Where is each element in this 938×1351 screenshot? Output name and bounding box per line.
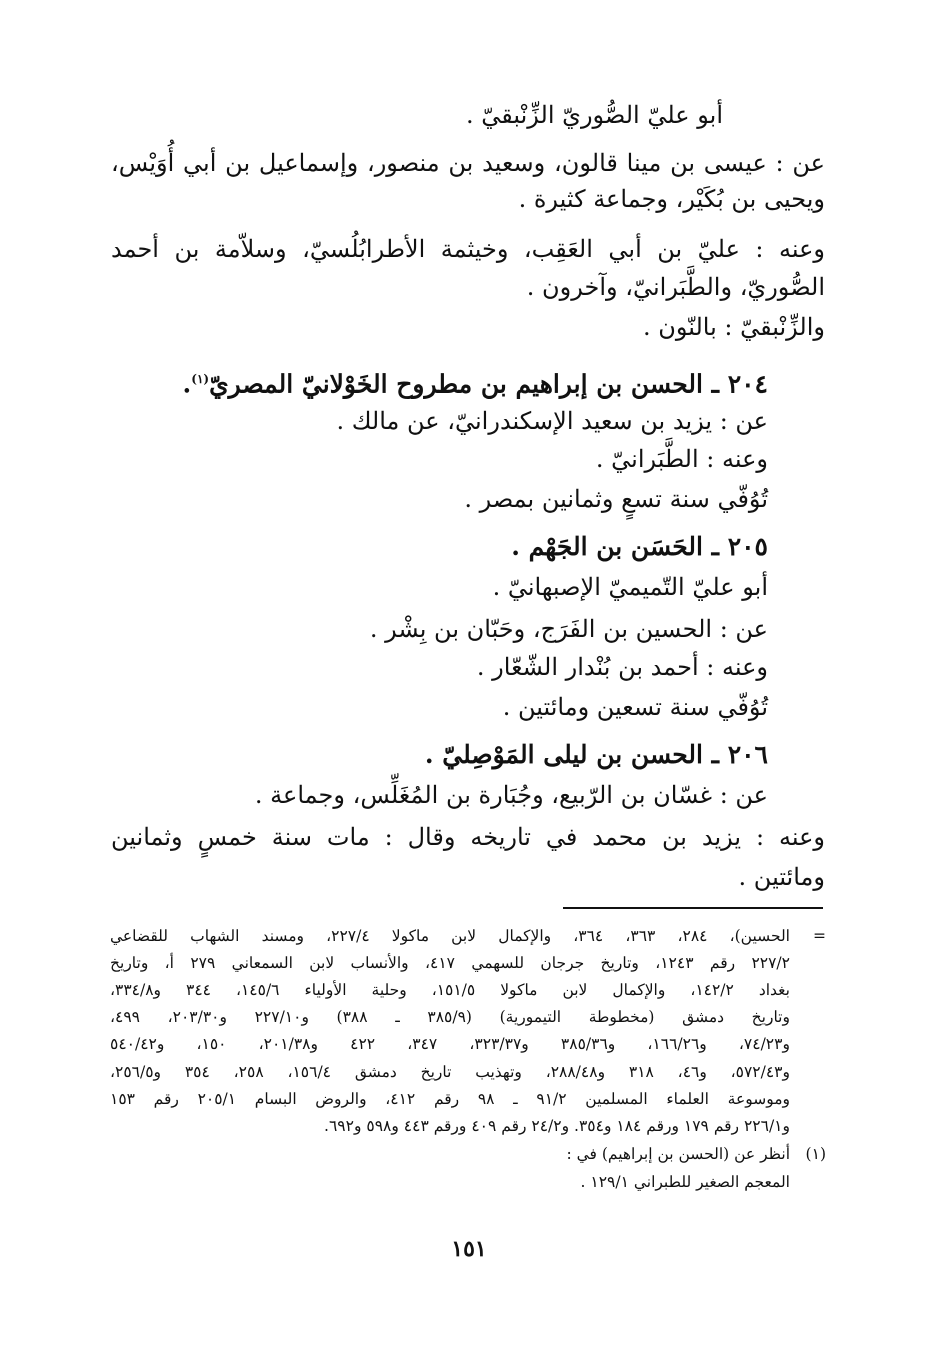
footnote-line: و٢٢٦/١ رقم ١٧٩ ورقم ١٨٤ و٣٥٤. و٢٤/٢ رقم ٤٠٩ ورقم ٤٤٣ و٥٩٨ و٦٩٢. — [324, 1117, 790, 1135]
page-number: ١٥١ — [451, 1236, 487, 1262]
footnote-separator — [563, 907, 823, 909]
footnote-line: و٥٧٢/٤٣، و٤٦، ٣١٨ و٢٨٨/٤٨، وتهذيب تاريخ دمشق ١٥٦/٤، ٢٥٨، ٣٥٤ و٢٥٦/٥، — [110, 1063, 791, 1081]
footnote-line: ٢٢٧/٢ رقم ١٢٤٣، وتاريخ جرجان للسهمي ٤١٧، والأنساب لابن السمعاني ٢٧٩ أ، وتاريخ — [110, 954, 790, 972]
footnote-line: وتاريخ دمشق (مخطوطة التيمورية) (٣٨٥/٩ ـ ٣٨٨) و٢٢٧/١٠ و٢٠٣/٣٠، ٤٩٩، — [110, 1008, 790, 1026]
body-line: وعنه : عليّ بن أبي العَقِب، وخيثمة الأطرابُلُسيّ، وسلاّمة بن أحمد — [111, 235, 825, 263]
footnote-line: أنظر عن (الحسن بن إبراهيم) في : — [566, 1145, 790, 1163]
footnote-continuation-marker: = — [813, 927, 826, 945]
footnote-line: المعجم الصغير للطبراني ١٢٩/١ . — [580, 1173, 790, 1191]
body-line: عن : عيسى بن مينا قالون، وسعيد بن منصور، وإسماعيل بن أبي أُوَيْس، — [111, 149, 825, 177]
body-line: عن : غسّان بن الرّبيع، وجُبَارة بن المُغَلِّس، وجماعة . — [254, 781, 768, 809]
footnote-line: الحسين)، ٢٨٤، ٣٦٣، ٣٦٤، والإكمال لابن ماكولا ٢٢٧/٤، ومسند الشهاب للقضاعي — [110, 927, 790, 945]
footnote-ref: (١) — [191, 372, 210, 386]
entry-title: ٢٠٤ ـ الحسن بن إبراهيم بن مطروح الخَوْلانيّ المصريّ — [209, 369, 768, 399]
body-line: عن : الحسين بن الفَرَج، وحَبّان بن بِشْر . — [369, 615, 768, 643]
body-line: تُوُفّي سنة تسعين ومائتين . — [502, 693, 768, 721]
footnote-line: وموسوعة العلماء المسلمين ٩١/٢ ـ ٩٨ رقم ٤١٢، والروض البسام ٢٠٥/١ رقم ١٥٣ — [110, 1090, 790, 1108]
entry-heading-205: ٢٠٥ ـ الحَسَن بن الجَهْم . — [511, 532, 768, 561]
body-line: وعنه : الطَّبَرانيّ . — [595, 445, 768, 473]
body-line: تُوُفّي سنة تسعٍ وثمانين بمصر . — [464, 485, 768, 513]
entry-title-end: . — [182, 369, 192, 399]
body-line: والزِّنْبقيّ : بالنّون . — [642, 313, 825, 341]
body-line: وعنه : يزيد بن محمد في تاريخه وقال : مات سنة خمسٍ وثمانين — [111, 823, 825, 851]
footnote-line: و٧٤/٢٣، و١٦٦/٢٦، و٣٨٥/٣٦ و٣٢٣/٣٧، ٣٤٧، ٤٢٢ و٢٠١/٣٨، ١٥٠، و٥٤٠/٤٢ — [110, 1035, 790, 1053]
body-line: الصُّوريّ، والطَّبَرانيّ، وآخرون . — [526, 273, 825, 301]
body-line: أبو عليّ التّميميّ الإصبهانيّ . — [492, 573, 768, 601]
footnote-marker: (١) — [805, 1145, 826, 1163]
entry-heading-206: ٢٠٦ ـ الحسن بن ليلى المَوْصِليّ . — [424, 740, 768, 769]
body-line: ومائتين . — [738, 863, 825, 891]
entry-heading-204 — [183, 362, 768, 401]
body-line: عن : يزيد بن سعيد الإسكندرانيّ، عن مالك . — [336, 407, 768, 435]
body-line: أبو عليّ الصُّوريّ الزِّنْبقيّ . — [465, 101, 723, 129]
body-line: وعنه : أحمد بن بُنْدار الشّعّار . — [476, 653, 768, 681]
footnote-line: بغداد ١٤٢/٢، والإكمال لابن ماكولا ١٥١/٥، وحلية الأولياء ١٤٥/٦، ٣٤٤ و٣٣٤/٨، — [110, 981, 790, 999]
body-line: ويحيى بن بُكَيْر، وجماعة كثيرة . — [518, 185, 825, 213]
